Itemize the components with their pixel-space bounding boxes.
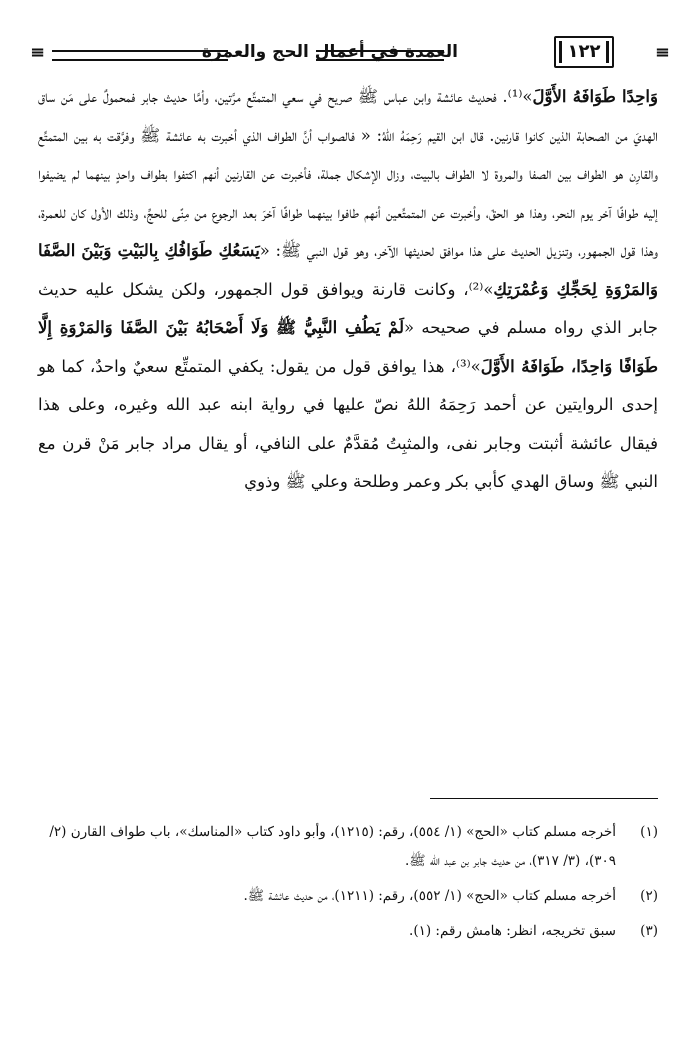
footnote-text: أخرجه مسلم كتاب «الحج» (١/ ٥٥٤)، رقم: (١٢١٥)، وأبو داود كتاب «المناسك»، باب طواف القارن (٢/ ٣٠٩)، (٣/ ٣١٧)، من حديث جابر بن عبد الله ﷺ.: [49, 824, 616, 869]
footnote-number: (١): [640, 824, 658, 840]
footnote-2: [38, 882, 658, 911]
text-segment-2: »⁽²⁾، وكانت قارنة ويوافق قول الجمهور، ولكن يشكل عليه حديث جابر الذي رواه مسلم في صحيحه «: [38, 279, 658, 337]
footnote-number: (٣): [640, 923, 658, 939]
text-segment-1: »⁽¹⁾. فحديث عائشة وابن عباس ﷺ صريح في سعي المتمتِّع مرَّتين، وأمَّا حديث جابر فمحمولٌ على مَن ساق الهديَ من الصحابة الذين كانوا قارنين. قال ابن القيم رَحِمَهُ اللهُ: « فالصواب أنَّ الطواف الذي أخبرت به عائشة ﷺ وفرَّقت به بين المتمتِّع والقارِن هو الطواف بين الصفا والمروة لا الطواف بالبيت، وزال الإشكال جملة، فأخبرت عن القارنين أنهم اكتفوا بطواف واحدٍ بينهما لم يضيفوا إليه طوافًا آخر يوم النحر، وهذا هو الحقّ، وأخبرت عن المتمتِّعين أنهم طافوا بينهما طوافًا آخرَ بعد الرجوع من مِنًى للحجِّ، وذلك الأول كان للعمرة، وهذا قول الجمهور، وتنزيل الحديث على هذا موافق لحديثها الآخر، وهو قول النبي ﷺ: «: [38, 87, 658, 260]
footnote-text: أخرجه مسلم كتاب «الحج» (١/ ٥٥٢)، رقم: (١٢١١)، من حديث عائشة ﷺ.: [243, 888, 616, 904]
footnotes: [38, 818, 658, 946]
page-number: ١٢٢: [554, 36, 614, 68]
running-title: العمدة في أعمال الحج والعمرة: [201, 42, 458, 62]
page-header: [28, 36, 670, 70]
footnote-text: سبق تخريجه، انظر: هامش رقم: (١).: [409, 923, 616, 939]
header-mark-left: ≡: [30, 42, 46, 63]
main-paragraph: [38, 78, 658, 502]
header-rule-left: [52, 50, 228, 61]
header-mark-right: ≡: [654, 42, 670, 63]
footnote-1: [38, 818, 658, 876]
footnote-number: (٢): [640, 888, 658, 904]
footnote-separator: [430, 798, 658, 799]
footnote-3: [38, 917, 658, 946]
main-text: [38, 78, 658, 502]
hadith-quote-3: لَمْ يَطُفِ النَّبِيُّ ﷺ وَلَا أَصْحَابُهُ بَيْنَ الصَّفَا وَالمَرْوَةِ إِلَّا طَوَافًا وَاحِدًا، طَوَافَهُ الأَوَّلَ: [38, 318, 658, 376]
hadith-quote-2: يَسَعُكِ طَوَافُكِ بِالبَيْتِ وَبَيْنَ الصَّفَا وَالمَرْوَةِ لِحَجِّكِ وَعُمْرَتِكِ: [38, 241, 658, 299]
hadith-quote-1: وَاحِدًا طَوَافَهُ الأَوَّلَ: [532, 87, 658, 106]
text-segment-3: »⁽³⁾، هذا يوافق قول من يقول: يكفي المتمتِّع سعيٌ واحدٌ، كما هو إحدى الروايتين عن أحمد رَحِمَهُ اللهُ نصّ عليها في رواية ابنه عبد الله وغيره، وعلى هذا فيقال عائشة أثبتت وجابر نفى، والمثبِتُ مُقدَّمٌ على النافي، أو يقال مراد جابر مَنْ قرن مع النبي ﷺ وساق الهدي كأبي بكر وعمر وطلحة وعلي ﷺ وذوي: [38, 356, 658, 491]
